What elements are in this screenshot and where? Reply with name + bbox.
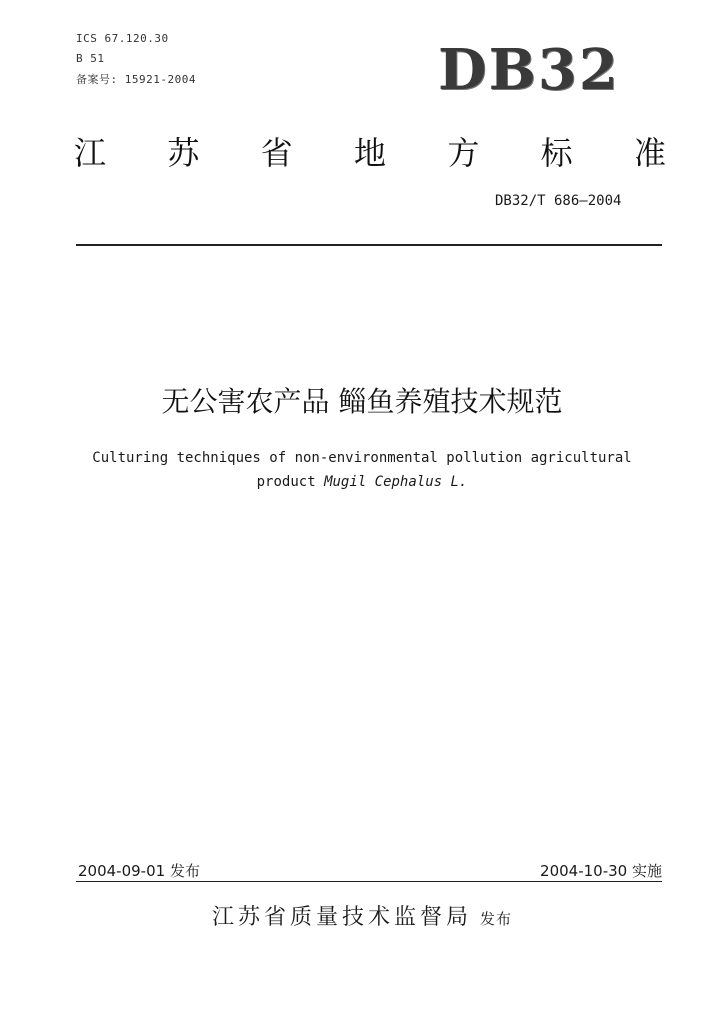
filing-number [76, 71, 196, 87]
title-english-line2 [0, 470, 724, 494]
filing-value: 15921-2004 [124, 73, 196, 86]
standard-type-char: 省 [260, 134, 293, 172]
issuer-suffix: 发布 [480, 910, 513, 928]
scientific-name: Mugil Cephalus L. [324, 474, 468, 490]
ccs-code: B 51 [76, 52, 105, 65]
footer-divider [76, 881, 662, 882]
standard-type-char: 方 [447, 134, 480, 172]
title-english-line1: Culturing techniques of non-environmental pollution agricultural [92, 450, 632, 466]
standard-type-char: 准 [633, 134, 666, 172]
standard-code: DB32/T 686—2004 [495, 193, 622, 209]
issuing-authority [0, 900, 724, 931]
standard-type-char: 江 [74, 134, 107, 172]
implementation-date: 2004-10-30 实施 [540, 862, 662, 880]
title-english-product: product [256, 474, 325, 490]
standard-type-char: 标 [540, 134, 573, 172]
issuer-name: 江苏省质量技术监督局 [211, 905, 472, 930]
issue-date: 2004-09-01 发布 [78, 862, 200, 880]
title-chinese: 无公害农产品 鲻鱼养殖技术规范 [161, 385, 563, 418]
header-divider [76, 244, 662, 246]
ics-code: ICS 67.120.30 [76, 32, 169, 45]
db32-logo: DB32 [438, 37, 620, 103]
standard-type-char: 苏 [167, 134, 200, 172]
title-english [0, 446, 724, 494]
standard-type-heading [74, 128, 666, 174]
standard-type-char: 地 [353, 134, 386, 172]
filing-label: 备案号: [76, 73, 118, 86]
